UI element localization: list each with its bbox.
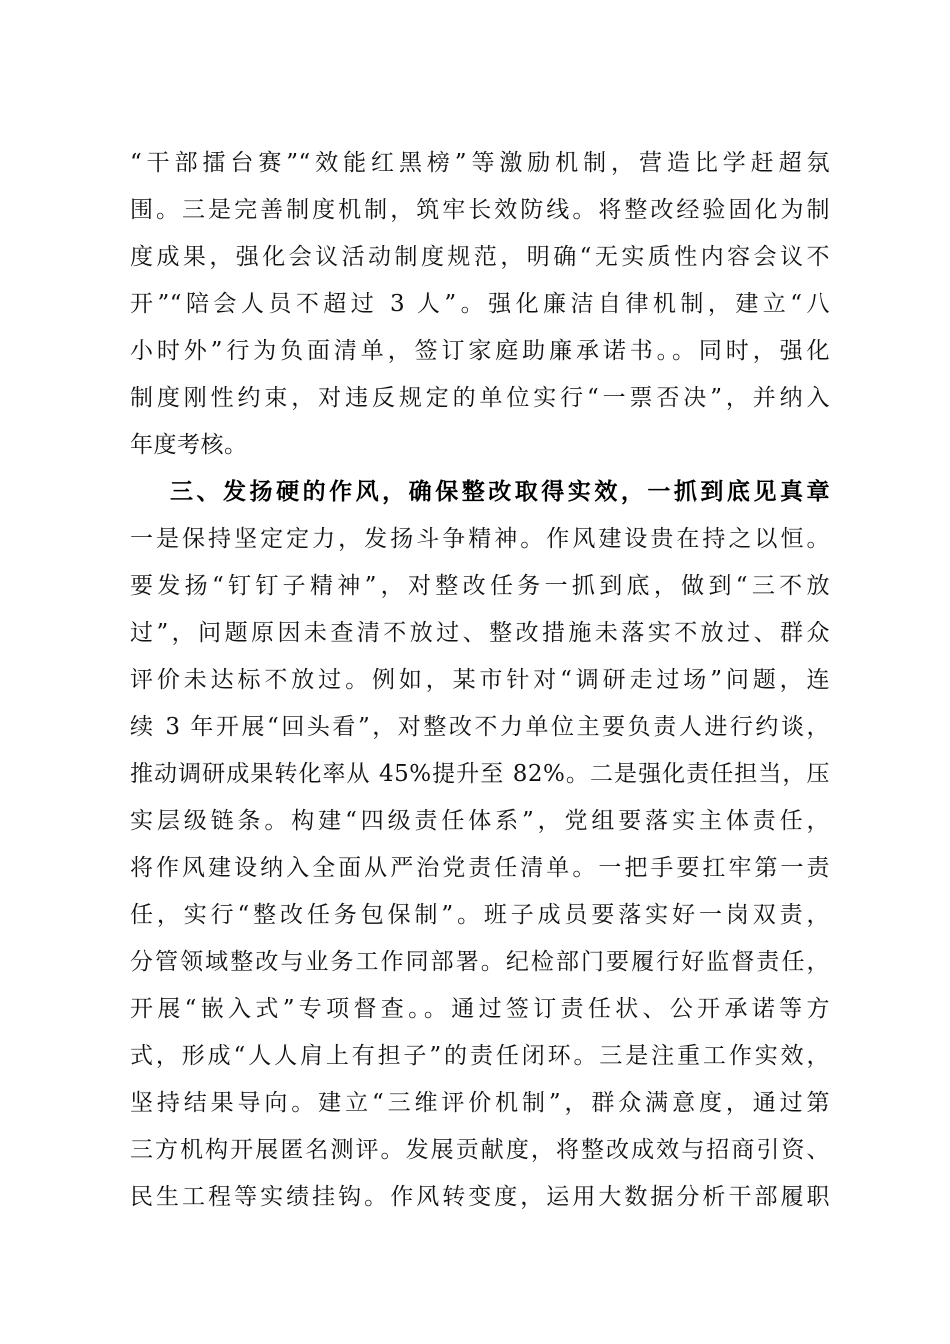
text-line: 开”“陪会人员不超过 3 人”。强化廉洁自律机制，建立“八 xyxy=(130,291,830,317)
text-line: 实层级链条。构建“四级责任体系”，党组要落实主体责任， xyxy=(130,808,830,834)
text-line: 一是保持坚定定力，发扬斗争精神。作风建设贵在持之以恒。 xyxy=(130,526,830,552)
text-line: 开展“嵌入式”专项督查。。通过签订责任状、公开承诺等方 xyxy=(130,996,830,1022)
text-line: 式，形成“人人肩上有担子”的责任闭环。三是注重工作实效， xyxy=(130,1043,830,1069)
text-line: 民生工程等实绩挂钩。作风转变度，运用大数据分析干部履职 xyxy=(130,1184,830,1210)
text-line: 制度刚性约束，对违反规定的单位实行“一票否决”，并纳入 xyxy=(130,385,830,411)
text-line: 过”，问题原因未查清不放过、整改措施未落实不放过、群众 xyxy=(130,620,830,646)
text-line: 续 3 年开展“回头看”，对整改不力单位主要负责人进行约谈， xyxy=(130,714,830,740)
document-body xyxy=(130,140,830,1221)
text-line: 评价未达标不放过。例如，某市针对“调研走过场”问题，连 xyxy=(130,667,830,693)
text-line: 将作风建设纳入全面从严治党责任清单。一把手要扛牢第一责 xyxy=(130,855,830,881)
text-line: 围。三是完善制度机制，筑牢长效防线。将整改经验固化为制 xyxy=(130,197,830,223)
text-line: 度成果，强化会议活动制度规范，明确“无实质性内容会议不 xyxy=(130,244,830,270)
text-line: 分管领域整改与业务工作同部署。纪检部门要履行好监督责任， xyxy=(130,949,830,975)
text-line: “干部擂台赛”“效能红黑榜”等激励机制，营造比学赶超氛 xyxy=(130,150,830,176)
text-line: 推动调研成果转化率从 45%提升至 82%。二是强化责任担当，压 xyxy=(130,761,830,787)
paragraph-style-rectification xyxy=(130,516,830,1221)
text-line: 小时外”行为负面清单，签订家庭助廉承诺书。。同时，强化 xyxy=(130,338,830,364)
paragraph-incentive-and-institutions xyxy=(130,140,830,469)
section-heading: 三、发扬硬的作风，确保整改取得实效，一抓到底见真章 xyxy=(170,479,830,505)
text-line: 任，实行“整改任务包保制”。班子成员要落实好一岗双责， xyxy=(130,902,830,928)
text-line: 坚持结果导向。建立“三维评价机制”，群众满意度，通过第 xyxy=(130,1090,830,1116)
text-line: 三方机构开展匿名测评。发展贡献度，将整改成效与招商引资、 xyxy=(130,1137,830,1163)
text-line: 年度考核。 xyxy=(130,432,248,458)
text-line: 要发扬“钉钉子精神”，对整改任务一抓到底，做到“三不放 xyxy=(130,573,830,599)
